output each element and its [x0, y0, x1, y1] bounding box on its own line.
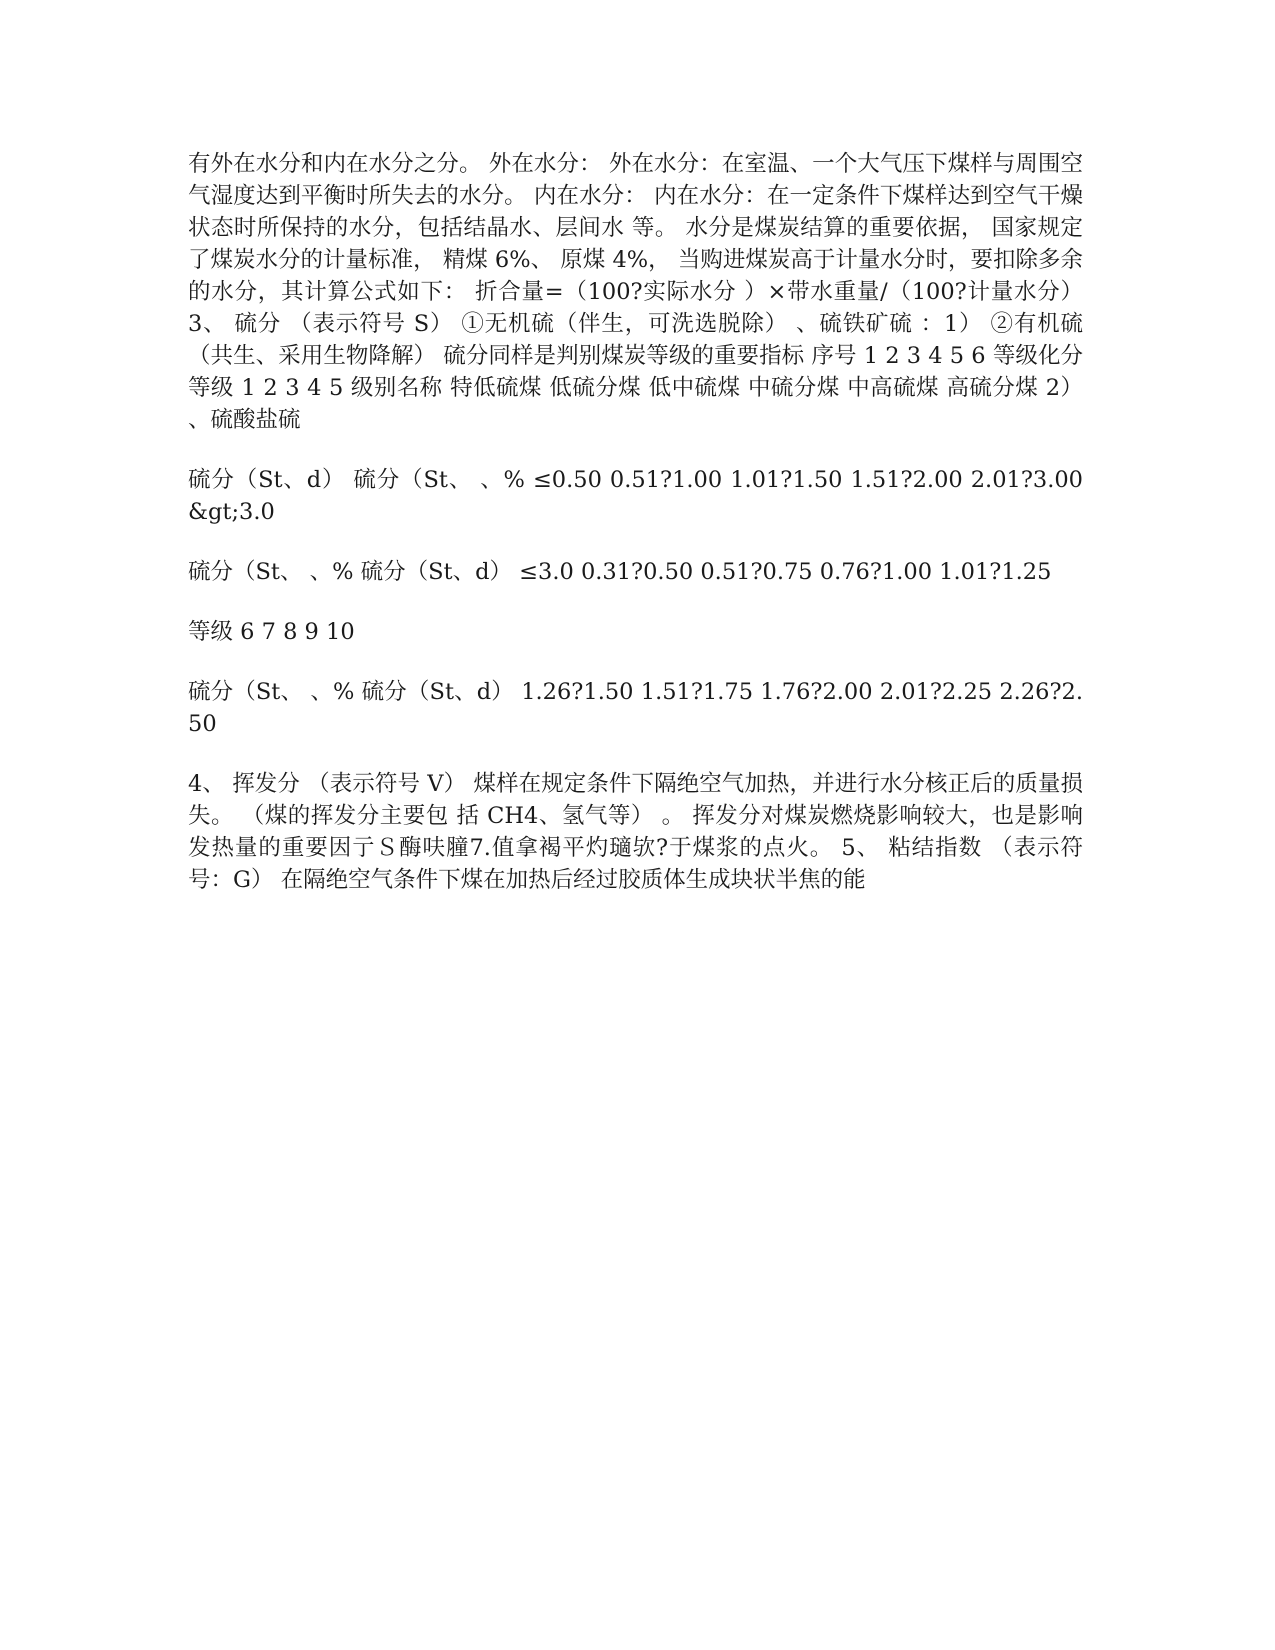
paragraph-volatile-matter: 4、 挥发分 （表示符号 V） 煤样在规定条件下隔绝空气加热，并进行水分核正后的质量损失。 （煤的挥发分主要包 括 CH4、氢气等） 。 挥发分对煤炭燃烧影响较大，也是影响发热量的重要因亍Ｓ酶呋膧7.值拿褐平灼瓋欤?于煤浆的点火。 5、 粘结指数 （表示符号：G） 在隔绝空气条件下煤在加热后经过胶质体生成块状半焦的能	[188, 771, 1083, 893]
document-body	[188, 148, 1083, 896]
paragraph-moisture-sulfur: 有外在水分和内在水分之分。 外在水分： 外在水分：在室温、一个大气压下煤样与周围空气湿度达到平衡时所失去的水分。 内在水分： 内在水分：在一定条件下煤样达到空气干燥状态时所保持的水分，包括结晶水、层间水 等。 水分是煤炭结算的重要依据， 国家规定了煤炭水分的计量标准， 精煤 6%、 原煤 4%， 当购进煤炭高于计量水分时，要扣除多余的水分，其计算公式如下： 折合量=（100?实际水分 ）×带水重量/（100?计量水分） 3、 硫分 （表示符号 S） ①无机硫（伴生，可洗选脱除） 、硫铁矿硫 ：1） ②有机硫（共生、采用生物降解） 硫分同样是判别煤炭等级的重要指标 序号 1 2 3 4 5 6 等级化分 等级 1 2 3 4 5 级别名称 特低硫煤 低硫分煤 低中硫煤 中硫分煤 中高硫煤 高硫分煤 2） 、硫酸盐硫	[188, 151, 1083, 433]
paragraph-sulfur-table-row-2: 硫分（St、 、% 硫分（St、d） ≤3.0 0.31?0.50 0.51?0.75 0.76?1.00 1.01?1.25	[188, 559, 1052, 585]
paragraph-sulfur-table-row-1: 硫分（St、d） 硫分（St、 、% ≤0.50 0.51?1.00 1.01?1.50 1.51?2.00 2.01?3.00 &gt;3.0	[188, 467, 1083, 525]
paragraph-grade-row: 等级 6 7 8 9 10	[188, 619, 355, 645]
paragraph-sulfur-table-row-3: 硫分（St、 、% 硫分（St、d） 1.26?1.50 1.51?1.75 1.76?2.00 2.01?2.25 2.26?2.50	[188, 679, 1083, 737]
